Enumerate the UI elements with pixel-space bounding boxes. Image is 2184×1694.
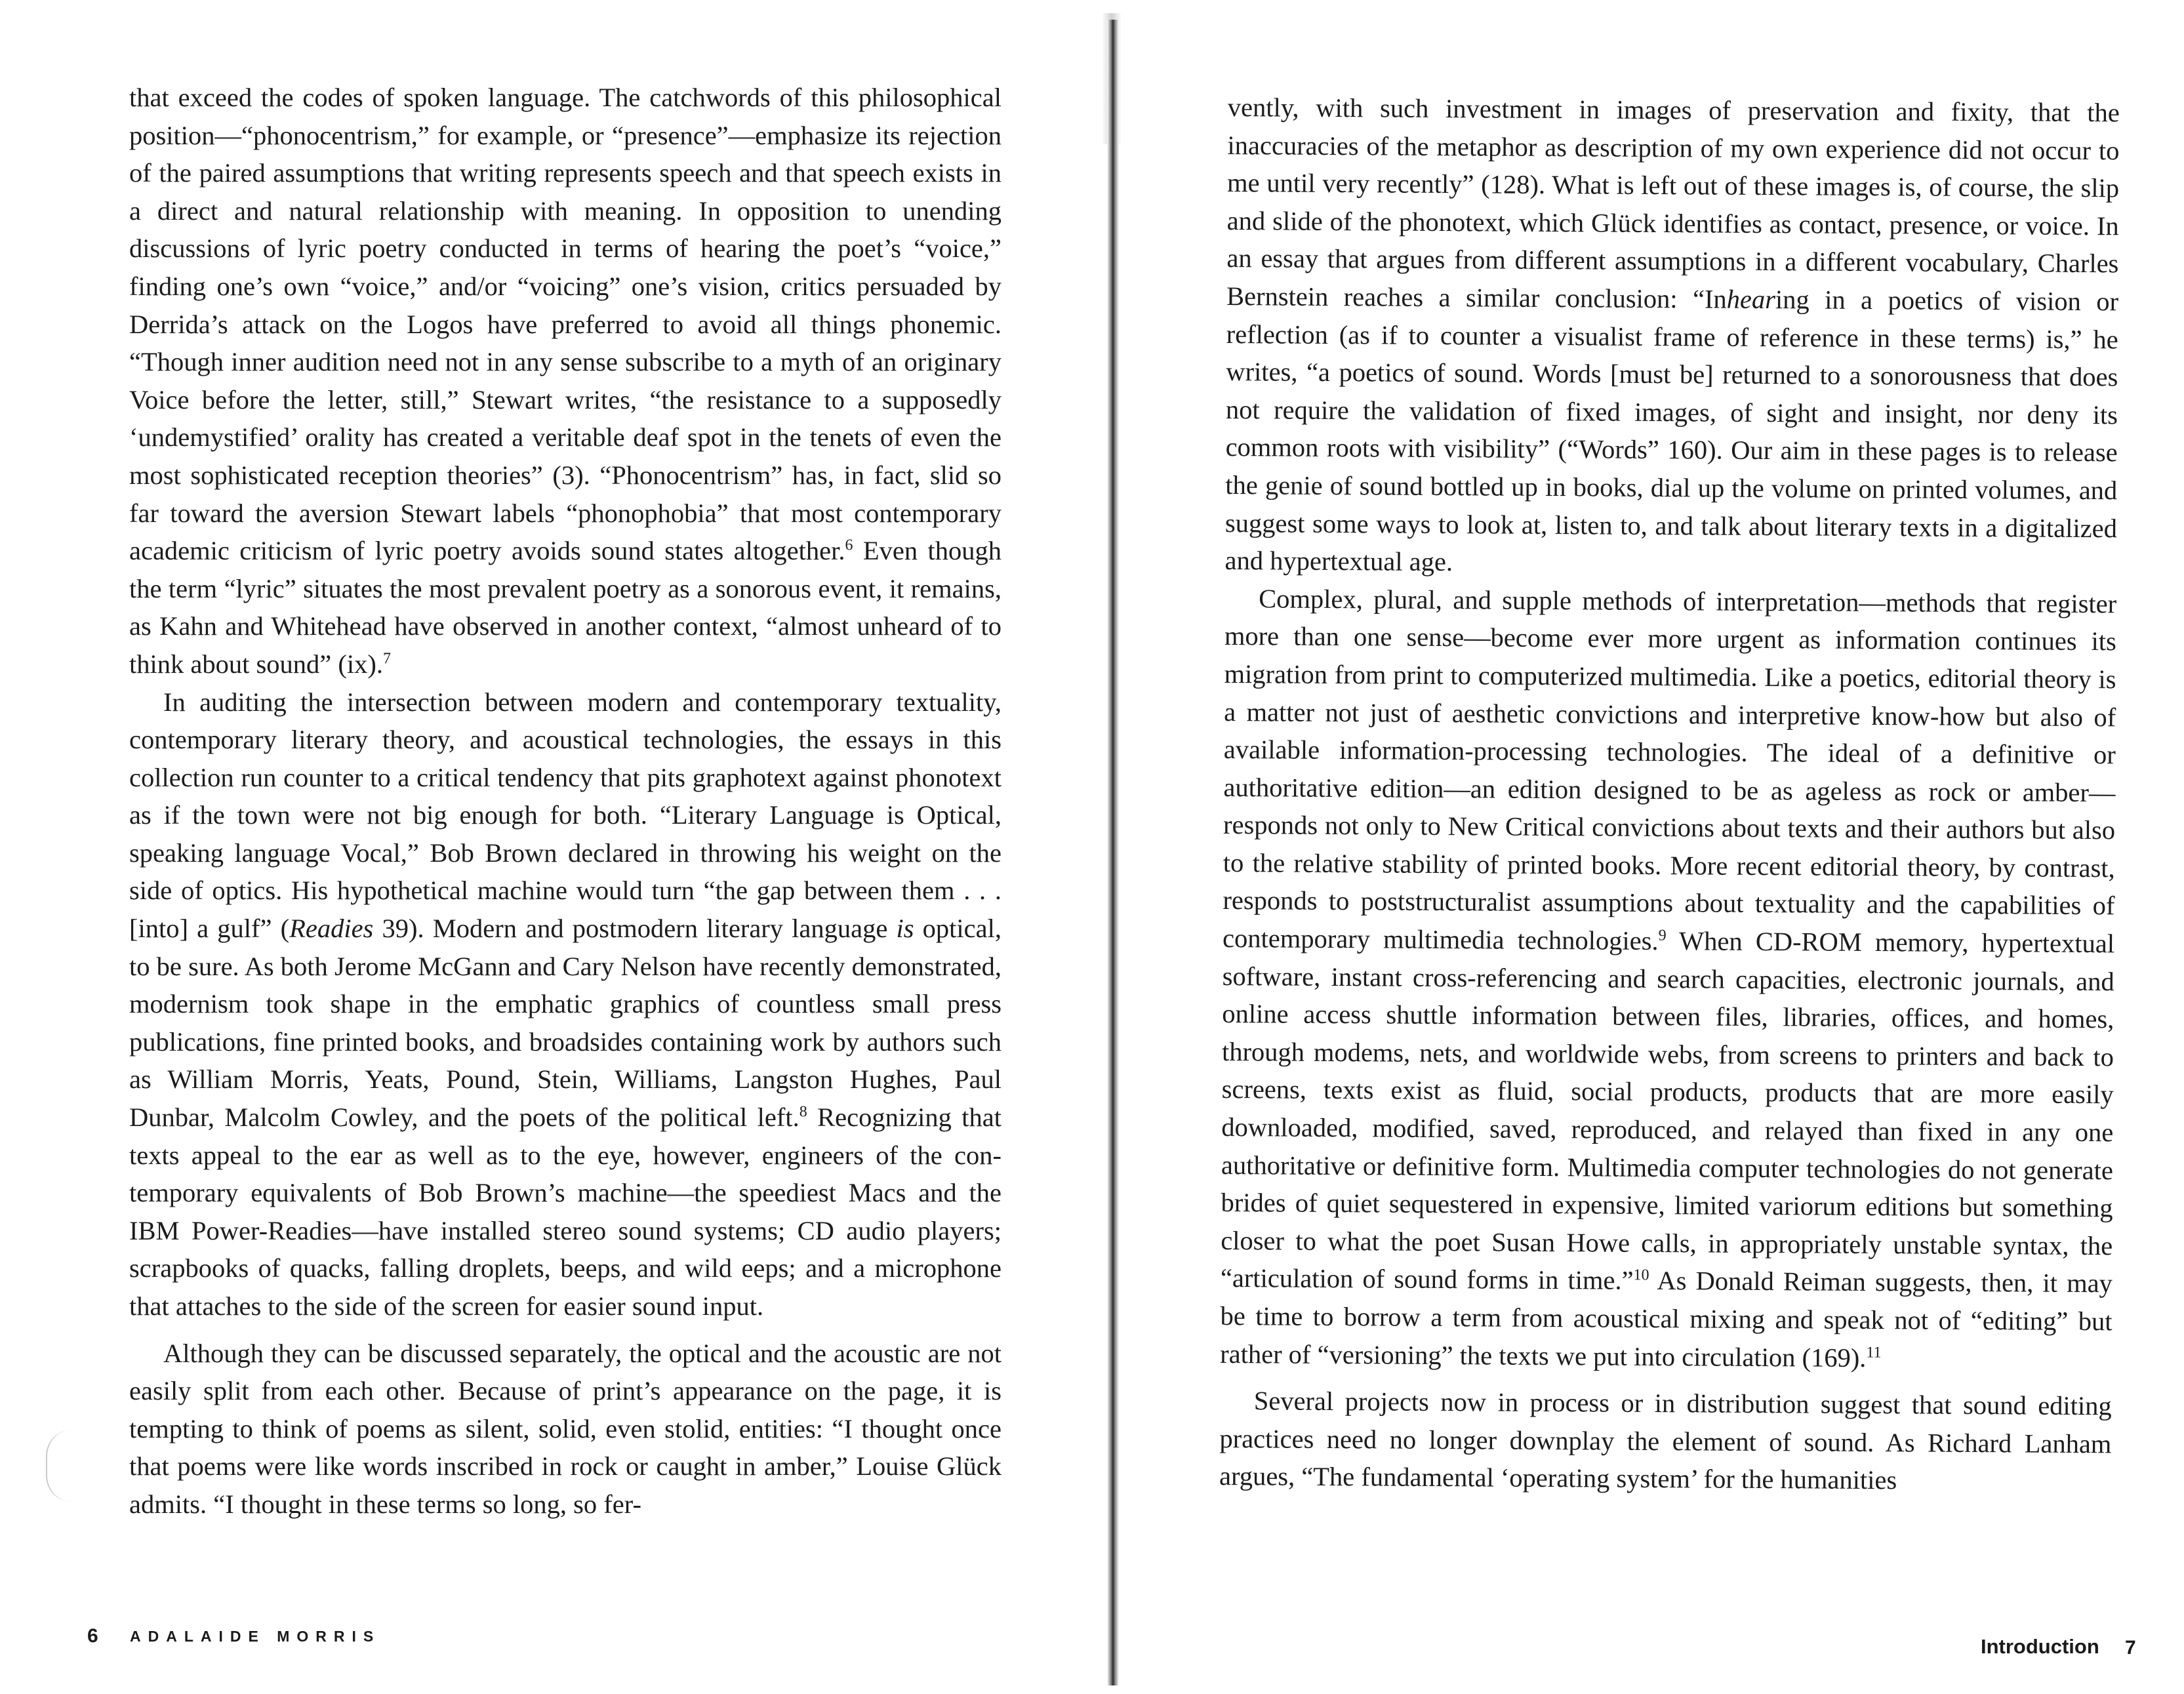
right-page <box>1092 0 2184 1694</box>
paragraph: Complex, plural, and supple methods of interpretation—methods that register more than one sense—become ever more urgent as information continues its migration from print to computerized multimedia. Like a poetics, editorial theory is a matter not just of aesthetic convictions and interpretive know-how but also of available information-processing technologies. The ideal of a definitive or authoritative edition—an edition designed to be as ageless as rock or amber—responds not only to New Critical convictions about texts and their authors but also to the relative stability of printed books. More recent editorial theory, by contrast, responds to poststructuralist assumptions about textuality and the capabilities of contemporary multimedia technologies.$^9$ When CD-ROM memory, hypertextual software, instant cross-referencing and search capacities, electronic journals, and online access shuttle information between files, libraries, offices, and homes, through modems, nets, and worldwide webs, from screens to printers and back to screens, texts exist as fluid, social products, products that are more easily downloaded, modified, saved, reproduced, and relayed than fixed in any one authoritative or definitive form. Multimedia computer technologies do not generate brides of quiet sequestered in expensive, limited variorum editions but something closer to what the poet Susan Howe calls, in appropriately unstable syntax, the “articulation of sound forms in time.”$^{10}$ As Donald Reiman suggests, then, it may be time to borrow a term from acoustical mixing and speak not of “editing” but rather of “versioning” the texts we put into circulation (169).$^{11}$ <box>1220 584 2117 1373</box>
running-head-author: ADALAIDE MORRIS <box>130 1628 381 1645</box>
paragraph: vently, with such investment in images of preservation and fixity, that the inaccuracies of the metaphor as description of my own experience did not occur to me until very recently” (128). What is left out of these images is, of course, the slip and slide of the phonotext, which Glück identifies as contact, presence, or voice. In an essay that argues from different assumptions in a different vocabulary, Charles Bernstein reaches a similar conclusion: “Inhearing in a poetics of vision or reflection (as if to counter a visualist frame of reference in these terms) is,” he writes, “a poetics of sound. Words [must be] returned to a sonorousness that does not require the validation of fixed images, of sight and insight, nor deny its common roots with visibility” (“Words” 160). Our aim in these pages is to release the genie of sound bottled up in books, dial up the volume on printed volumes, and suggest some ways to look at, listen to, and talk about literary texts in a digitalized and hypertextual age. <box>1224 92 2120 577</box>
running-head-title: Introduction <box>1981 1635 2099 1658</box>
italic-text: is <box>896 914 914 944</box>
footnote-ref: 7 <box>382 650 391 668</box>
italic-text: Readies <box>289 914 374 944</box>
page-number: 7 <box>2125 1637 2136 1659</box>
paragraph: that exceed the codes of spoken language. The catchwords of this philosophical position—“phonocentrism,” for example, or “presence”—emphasize its rejection of the paired assumptions that writing represents speech and that speech exists in a direct and natural relationship with meaning. In opposition to unending discussions of lyric poetry conducted in terms of hearing the poet’s “voice,” finding one’s own “voice,” and/or “voicing” one’s vision, critics persuaded by Derrida’s attack on the Logos have preferred to avoid all things phonemic. “Though inner audition need not in any sense subscribe to a myth of an originary Voice before the letter, still,” Stewart writes, “the resistance to a supposedly ‘undemystified’ orality has created a veritable deaf spot in the tenets of even the most sophisticated reception theories” (3). “Phonocentrism” has, in fact, slid so far toward the aversion Stewart labels “phonophobia” that most contemporary academic criticism of lyric poetry avoids sound states altogether.$^6$ Even though the term “lyric” situates the most prevalent poetry as a sonorous event, it remains, as Kahn and Whitehead have observed in another context, “almost unheard of to think about sound” (ix).$^7$ <box>129 83 1001 679</box>
paragraph: In auditing the intersection between modern and contemporary textuality, contemporary literary theory, and acoustical technologies, the essays in this collection run counter to a critical tendency that pits graphotext against phonotext as if the town were not big enough for both. “Literary Language is Optical, speaking language Vocal,” Bob Brown declared in throwing his weight on the side of optics. His hypothetical machine would turn “the gap between them . . . [into] a gulf” (Readies 39). Modern and postmodern literary language is optical, to be sure. As both Jerome McGann and Cary Nelson have recently demonstrated, modernism took shape in the emphatic graphics of countless small press publications, fine printed books, and broadsides containing work by authors such as William Morris, Yeats, Pound, Stein, Williams, Langston Hughes, Paul Dunbar, Malcolm Cowley, and the poets of the political left.$^8$ Recognizing that texts appeal to the ear as well as to the eye, however, engineers of the contemporary equivalents of Bob Brown’s machine—the speediest Macs and the IBM Power-Readies—have installed stereo sound systems; CD audio players; scrapbooks of quacks, falling droplets, beeps, and wild eeps; and a microphone that attaches to the side of the screen for easier sound input. <box>129 687 1002 1321</box>
page-number: 6 <box>87 1625 98 1647</box>
footnote-ref: 10 <box>1633 1266 1649 1284</box>
paragraph: Several projects now in process or in distribution suggest that sound editing practices need no longer downplay the element of sound. As Richard Lanham argues, “The fundamental ‘operating system’ for the humanities <box>1219 1386 2112 1495</box>
footnote-ref: 9 <box>1658 927 1667 944</box>
footnote-ref: 6 <box>845 536 853 554</box>
footnote-ref: 11 <box>1866 1344 1882 1361</box>
footnote-ref: 8 <box>799 1103 807 1121</box>
paragraph: Although they can be discussed separately, the optical and the acoustic are not easily split from each other. Because of print’s appearance on the page, it is tempting to think of poems as silent, solid, even stolid, entities: “I thought once that poems were like words inscribed in rock or caught in amber,” Louise Glück admits. “I thought in these terms so long, so fer- <box>129 1338 1001 1519</box>
italic-text: hear <box>1726 284 1776 315</box>
margin-mark <box>46 1430 87 1502</box>
right-text-column <box>1219 89 2120 1501</box>
left-text-column <box>129 79 1001 1523</box>
